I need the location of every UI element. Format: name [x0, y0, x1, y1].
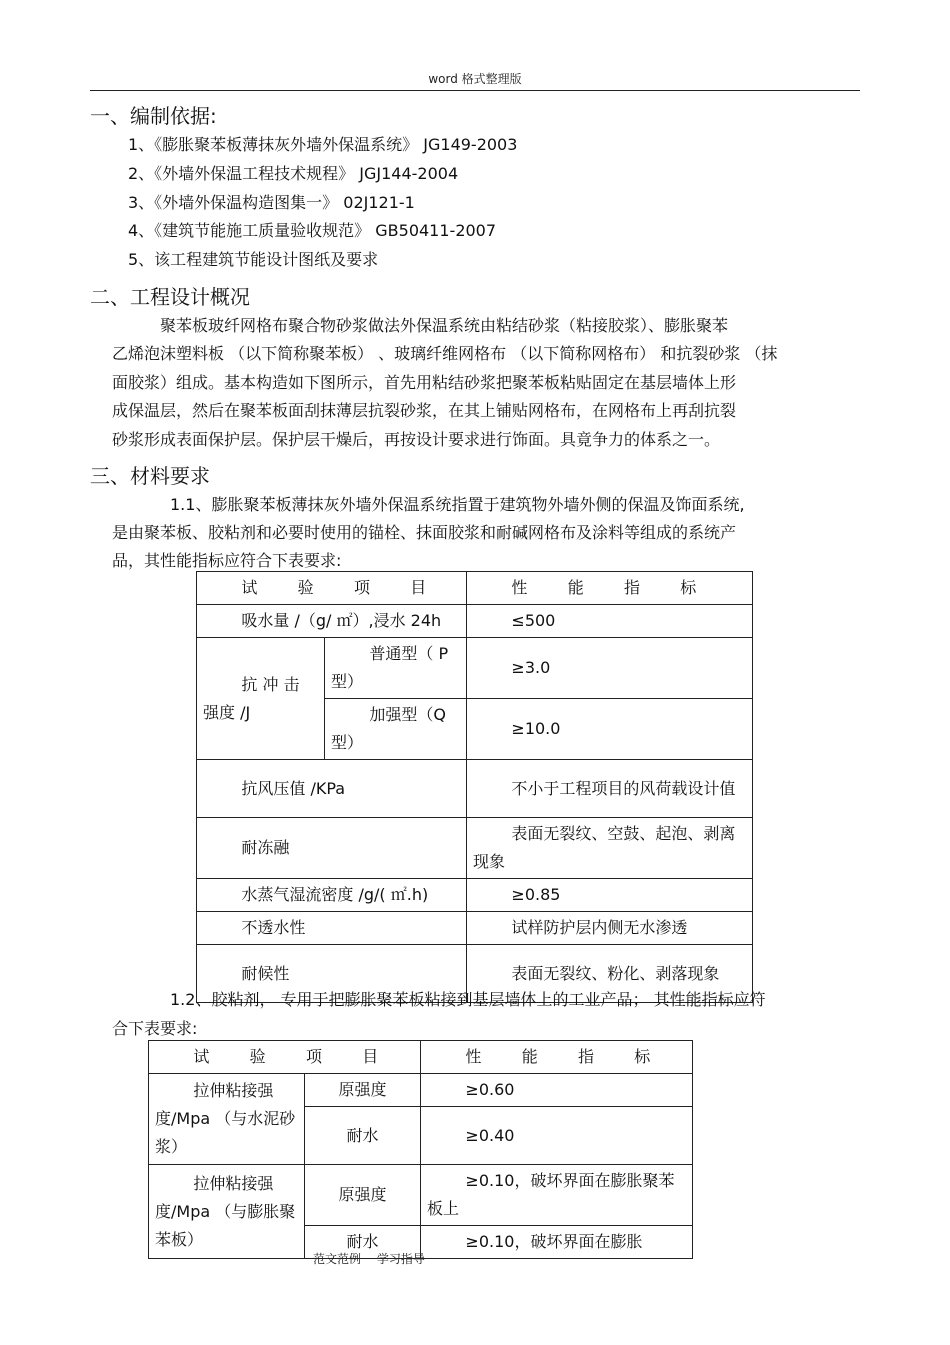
- reference-item-5: 5、该工程建筑节能设计图纸及要求: [128, 250, 379, 269]
- header-rule: [90, 90, 860, 91]
- overview-line-3: 面胶浆）组成。基本构造如下图所示，首先用粘结砂浆把聚苯板粘贴固定在基层墙体上形: [112, 373, 737, 392]
- table-cell-value: ≥0.10，破坏界面在膨胀聚苯板上: [421, 1165, 693, 1226]
- material-para1-line-2: 是由聚苯板、胶粘剂和必要时使用的锚栓、抹面胶浆和耐碱网格布及涂料等组成的系统产: [112, 523, 737, 542]
- table-cell-item: 耐候性: [197, 945, 467, 1003]
- table-cell-subitem: 原强度: [305, 1074, 421, 1107]
- table-cell-value: ≥0.85: [467, 879, 753, 912]
- material-para2-line-2: 合下表要求:: [112, 1019, 198, 1038]
- overview-line-2: 乙烯泡沫塑料板 （以下简称聚苯板） 、玻璃纤维网格布 （以下简称网格布） 和抗裂砂浆 （抹: [112, 344, 778, 363]
- table-cell-group: 拉伸粘接强度/Mpa （与水泥砂浆）: [149, 1074, 305, 1165]
- table-cell-subitem: 加强型（Q 型）: [325, 699, 467, 760]
- table-cell-value: ≤500: [467, 605, 753, 638]
- table-header-item: 试 验 项 目: [197, 572, 467, 605]
- page-header: word 格式整理版: [428, 72, 522, 86]
- table-cell-item: 耐冻融: [197, 818, 467, 879]
- overview-line-5: 砂浆形成表面保护层。保护层干燥后，再按设计要求进行饰面。具竟争力的体系之一。: [112, 430, 721, 449]
- table-cell-item: 不透水性: [197, 912, 467, 945]
- overview-line-1: 聚苯板玻纤网格布聚合物砂浆做法外保温系统由粘结砂浆（粘接胶浆）、膨胀聚苯: [160, 316, 729, 335]
- table-cell-group: 抗 冲 击 强度 /J: [197, 638, 325, 760]
- table-cell-value: ≥10.0: [467, 699, 753, 760]
- table-cell-item: 水蒸气湿流密度 /g/( ㎡.h): [197, 879, 467, 912]
- table-cell-subitem: 耐水: [305, 1107, 421, 1165]
- material-para1-line-1: 1.1、膨胀聚苯板薄抹灰外墙外保温系统指置于建筑物外墙外侧的保温及饰面系统,: [170, 495, 745, 514]
- reference-item-2: 2、《外墙外保温工程技术规程》 JGJ144-2004: [128, 164, 459, 183]
- table-cell-value: ≥0.10，破坏界面在膨胀: [421, 1226, 693, 1259]
- table-cell-value: 试样防护层内侧无水渗透: [467, 912, 753, 945]
- table-cell-item: 吸水量 /（g/ ㎡）,浸水 24h: [197, 605, 467, 638]
- table-cell-value: ≥0.40: [421, 1107, 693, 1165]
- table-cell-value: ≥0.60: [421, 1074, 693, 1107]
- material-para1-line-3: 品，其性能指标应符合下表要求:: [112, 551, 342, 570]
- table-cell-subitem: 普通型（ P 型）: [325, 638, 467, 699]
- table-cell-value: 表面无裂纹、空鼓、起泡、剥离现象: [467, 818, 753, 879]
- table-cell-subitem: 原强度: [305, 1165, 421, 1226]
- table-cell-value: 不小于工程项目的风荷载设计值: [467, 760, 753, 818]
- overview-line-4: 成保温层，然后在聚苯板面刮抹薄层抗裂砂浆，在其上铺贴网格布，在网格布上再刮抗裂: [112, 401, 737, 420]
- table-header-performance: 性 能 指 标: [421, 1041, 693, 1074]
- table-cell-group: 拉伸粘接强度/Mpa （与膨胀聚苯板）: [149, 1165, 305, 1259]
- section1-title: 一、编制依据:: [90, 104, 217, 128]
- reference-item-4: 4、《建筑节能施工质量验收规范》 GB50411-2007: [128, 221, 497, 240]
- table-header-item: 试 验 项 目: [149, 1041, 421, 1074]
- section2-title: 二、工程设计概况: [90, 285, 250, 309]
- page-footer: 范文范例 学习指导: [313, 1252, 425, 1266]
- table-header-performance: 性 能 指 标: [467, 572, 753, 605]
- reference-item-1: 1、《膨胀聚苯板薄抹灰外墙外保温系统》 JG149-2003: [128, 135, 518, 154]
- table-cell-value: ≥3.0: [467, 638, 753, 699]
- adhesive-performance-table: [148, 1040, 693, 1259]
- material-para2-line-1: 1.2、胶粘剂， 专用于把膨胀聚苯板粘接到基层墙体上的工业产品； 其性能指标应符: [170, 990, 766, 1009]
- table-cell-value: 表面无裂纹、粉化、剥落现象: [467, 945, 753, 1003]
- table-cell-subitem: 耐水: [305, 1226, 421, 1259]
- system-performance-table: [196, 571, 753, 1003]
- reference-item-3: 3、《外墙外保温构造图集一》 02J121-1: [128, 193, 415, 212]
- table-cell-item: 抗风压值 /KPa: [197, 760, 467, 818]
- section3-title: 三、材料要求: [90, 464, 210, 488]
